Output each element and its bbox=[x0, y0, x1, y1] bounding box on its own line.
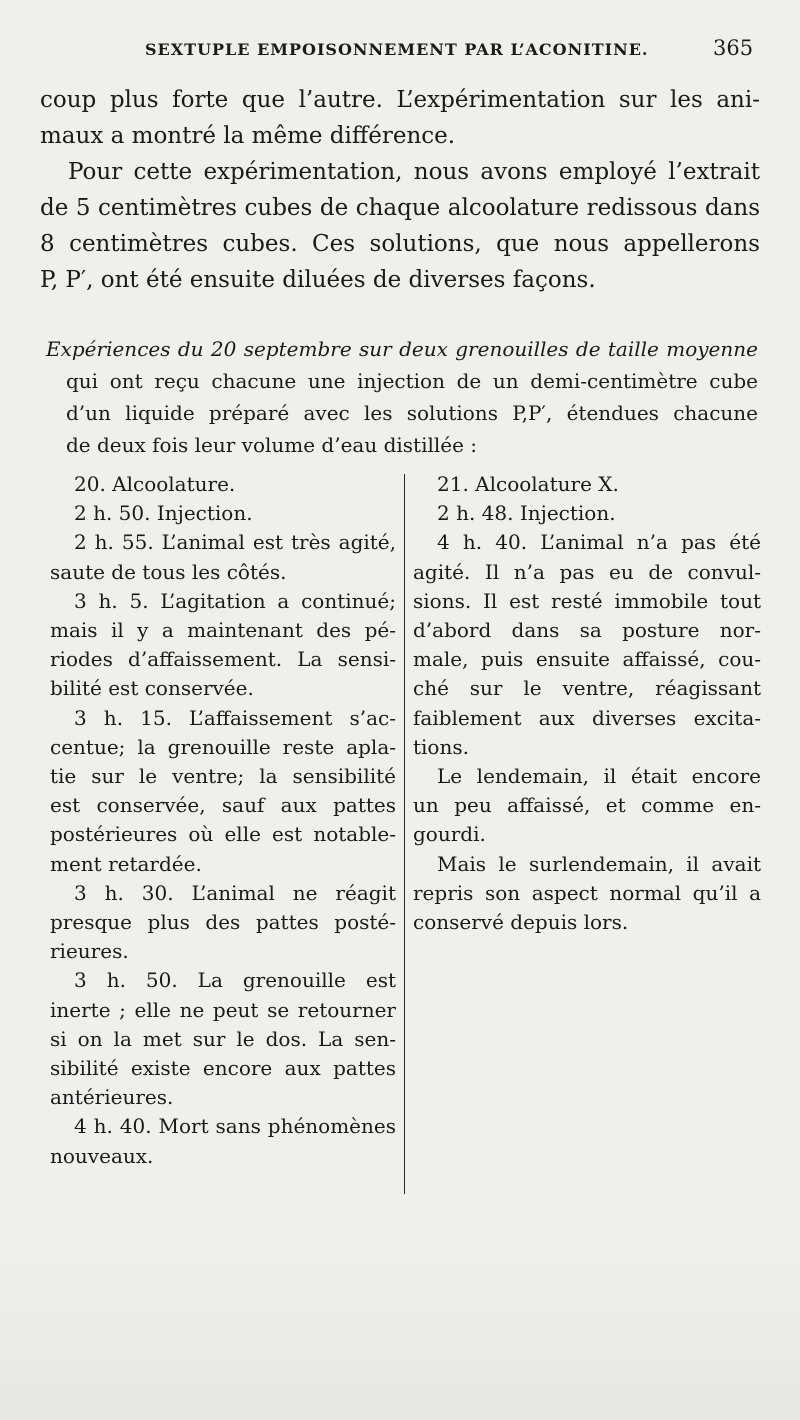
column-divider bbox=[404, 474, 405, 1194]
column-line: inerte ; elle ne peut se retourner bbox=[50, 997, 396, 1022]
column-line: 2 h. 48. Injection. bbox=[437, 501, 616, 526]
column-line: agité. Il n’a pas eu de convul- bbox=[413, 559, 761, 584]
column-line: sibilité existe encore aux pattes bbox=[50, 1056, 396, 1081]
column-line: ché sur le ventre, réagissant bbox=[413, 676, 761, 701]
text-line: maux a montré la même différence. bbox=[40, 123, 456, 149]
page-header bbox=[0, 36, 800, 66]
column-line: 2 h. 50. Injection. bbox=[74, 501, 253, 526]
column-line: faiblement aux diverses excita- bbox=[413, 705, 761, 730]
text-line: coup plus forte que l’autre. L’expérimentation sur les ani- bbox=[40, 87, 760, 113]
column-line: antérieures. bbox=[50, 1085, 174, 1110]
column-line: 21. Alcoolature X. bbox=[437, 472, 619, 496]
column-line: nouveaux. bbox=[50, 1143, 154, 1168]
column-line: riodes d’affaissement. La sensi- bbox=[50, 647, 396, 672]
experiment-description bbox=[46, 333, 758, 461]
column-line: sions. Il est resté immobile tout bbox=[413, 588, 761, 613]
column-line: Mais le surlendemain, il avait bbox=[437, 851, 761, 876]
column-line: repris son aspect normal qu’il a bbox=[413, 880, 761, 905]
column-line: Le lendemain, il était encore bbox=[437, 764, 761, 789]
text-line: de 5 centimètres cubes de chaque alcoolature redissous dans bbox=[40, 195, 760, 221]
experiment-line: qui ont reçu chacune une injection de un demi-centimètre cube bbox=[66, 369, 758, 393]
column-line: bilité est conservée. bbox=[50, 676, 254, 701]
right-column-observations bbox=[413, 470, 761, 937]
text-line: 8 centimètres cubes. Ces solutions, que nous appellerons bbox=[40, 231, 760, 257]
column-line: un peu affaissé, et comme en- bbox=[413, 793, 761, 818]
page-number: 365 bbox=[713, 36, 754, 60]
column-line: 3 h. 50. La grenouille est bbox=[74, 968, 396, 993]
column-line: est conservée, sauf aux pattes bbox=[50, 793, 396, 818]
column-line: rieures. bbox=[50, 939, 129, 964]
experiment-title-line bbox=[46, 333, 758, 365]
text-line: P, P′, ont été ensuite diluées de diverses façons. bbox=[40, 267, 596, 293]
column-line: d’abord dans sa posture nor- bbox=[413, 618, 761, 643]
column-line: tie sur le ventre; la sensibilité bbox=[50, 764, 396, 789]
column-line: centue; la grenouille reste apla- bbox=[50, 734, 396, 759]
column-line: mais il y a maintenant des pé- bbox=[50, 618, 396, 643]
left-column-observations bbox=[50, 470, 396, 1171]
column-line: male, puis ensuite affaissé, cou- bbox=[413, 647, 761, 672]
column-line: 3 h. 30. L’animal ne réagit bbox=[74, 880, 396, 905]
column-line: ment retardée. bbox=[50, 851, 202, 876]
column-line: si on la met sur le dos. La sen- bbox=[50, 1026, 396, 1051]
column-line: 3 h. 15. L’affaissement s’ac- bbox=[74, 705, 396, 730]
column-line: saute de tous les côtés. bbox=[50, 559, 287, 584]
column-line: 4 h. 40. L’animal n’a pas été bbox=[437, 530, 761, 555]
show-through-area bbox=[0, 1225, 800, 1420]
column-line: presque plus des pattes posté- bbox=[50, 910, 396, 935]
intro-paragraphs bbox=[40, 82, 760, 298]
column-line: 3 h. 5. L’agitation a continué; bbox=[74, 588, 396, 613]
column-line: gourdi. bbox=[413, 822, 486, 847]
running-title: SEXTUPLE EMPOISONNEMENT PAR L’ACONITINE. bbox=[145, 40, 649, 59]
experiment-line: d’un liquide préparé avec les solutions P,P′, étendues chacune bbox=[66, 401, 758, 425]
text-line: Pour cette expérimentation, nous avons employé l’extrait bbox=[68, 159, 760, 185]
column-line: tions. bbox=[413, 734, 469, 759]
experiment-line: de deux fois leur volume d’eau distillée : bbox=[66, 433, 478, 457]
experiment-italic-intro: Expériences du 20 septembre sur deux grenouilles de taille moyenne bbox=[46, 337, 758, 361]
column-line: postérieures où elle est notable- bbox=[50, 822, 396, 847]
column-line: 20. Alcoolature. bbox=[74, 472, 236, 496]
column-line: 4 h. 40. Mort sans phénomènes bbox=[74, 1114, 396, 1139]
column-line: conservé depuis lors. bbox=[413, 910, 629, 935]
column-line: 2 h. 55. L’animal est très agité, bbox=[74, 530, 396, 555]
